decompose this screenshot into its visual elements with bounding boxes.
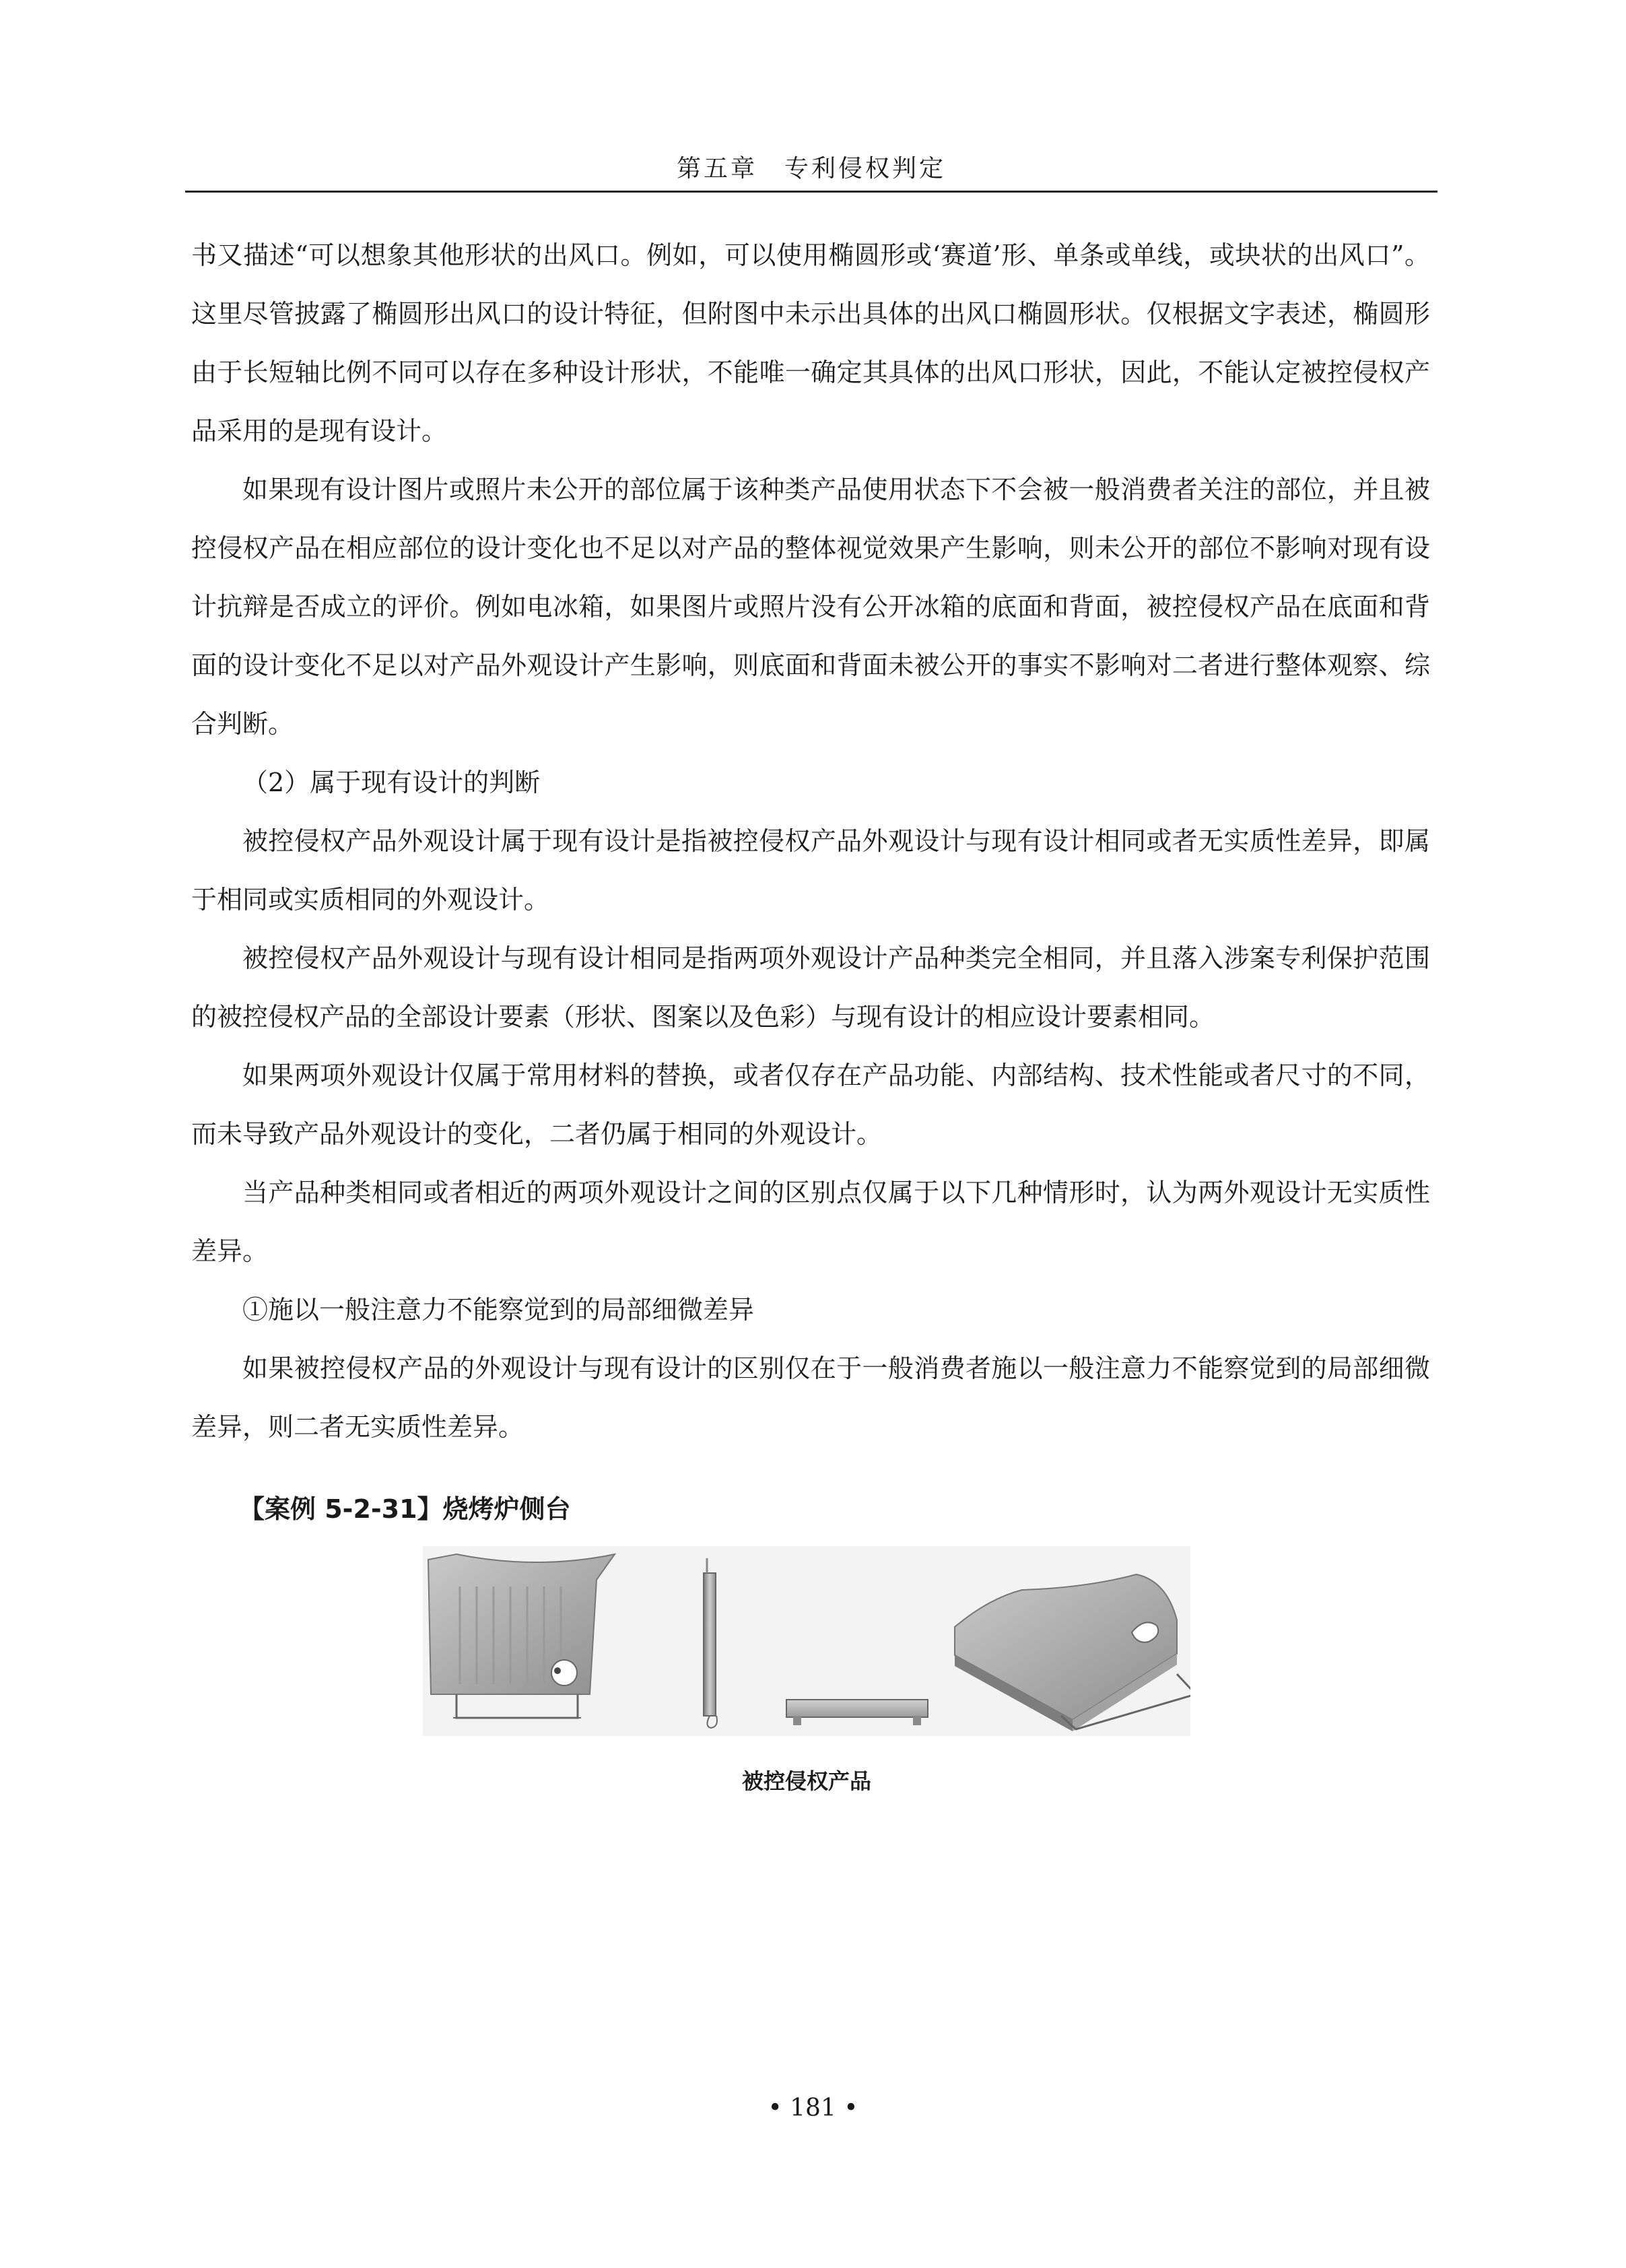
subsection-heading: ①施以一般注意力不能察觉到的局部细微差异 — [242, 1295, 755, 1325]
paragraph: 书又描述“可以想象其他形状的出风口。例如，可以使用椭圆形或‘赛道’形、单条或单线，或块状的出风口”。这里尽管披露了椭圆形出风口的设计特征，但附图中未示出具体的出风口椭圆形状。仅根据文字表述，椭圆形由于长短轴比例不同可以存在多种设计形状，不能唯一确定其具体的出风口形状，因此，不能认定被控侵权产品采用的是现有设计。 — [191, 240, 1430, 446]
header-divider — [185, 191, 1437, 193]
case-title: 【案例 5-2-31】烧烤炉侧台 — [239, 1494, 571, 1524]
paragraph: 如果被控侵权产品的外观设计与现有设计的区别仅在于一般消费者施以一般注意力不能察觉到的局部细微差异，则二者无实质性差异。 — [191, 1354, 1430, 1442]
body-text — [191, 226, 1430, 1457]
paragraph: 如果两项外观设计仅属于常用材料的替换，或者仅存在产品功能、内部结构、技术性能或者尺寸的不同，而未导致产品外观设计的变化，二者仍属于相同的外观设计。 — [191, 1061, 1430, 1149]
paragraph: 如果现有设计图片或照片未公开的部位属于该种类产品使用状态下不会被一般消费者关注的部位，并且被控侵权产品在相应部位的设计变化也不足以对产品的整体视觉效果产生影响，则未公开的部位不影响对现有设计抗辩是否成立的评价。例如电冰箱，如果图片或照片没有公开冰箱的底面和背面，被控侵权产品在底面和背面的设计变化不足以对产品外观设计产生影响，则底面和背面未被公开的事实不影响对二者进行整体观察、综合判断。 — [191, 475, 1430, 739]
paragraph: 被控侵权产品外观设计与现有设计相同是指两项外观设计产品种类完全相同，并且落入涉案专利保护范围的被控侵权产品的全部设计要素（形状、图案以及色彩）与现有设计的相应设计要素相同。 — [191, 943, 1430, 1032]
product-figure — [423, 1546, 1190, 1736]
side-view-photo — [704, 1558, 717, 1728]
section-heading: （2）属于现有设计的判断 — [242, 768, 541, 797]
running-header: 第五章 专利侵权判定 — [676, 155, 946, 182]
paragraph: 当产品种类相同或者相近的两项外观设计之间的区别点仅属于以下几种情形时，认为两外观设计无实质性差异。 — [191, 1178, 1430, 1266]
page-number: • 181 • — [768, 2094, 858, 2122]
paragraph: 被控侵权产品外观设计属于现有设计是指被控侵权产品外观设计与现有设计相同或者无实质性差异，即属于相同或实质相同的外观设计。 — [191, 826, 1430, 914]
figure-caption: 被控侵权产品 — [741, 1768, 871, 1794]
front-view-photo — [428, 1554, 615, 1718]
product-photos — [423, 1546, 1190, 1736]
